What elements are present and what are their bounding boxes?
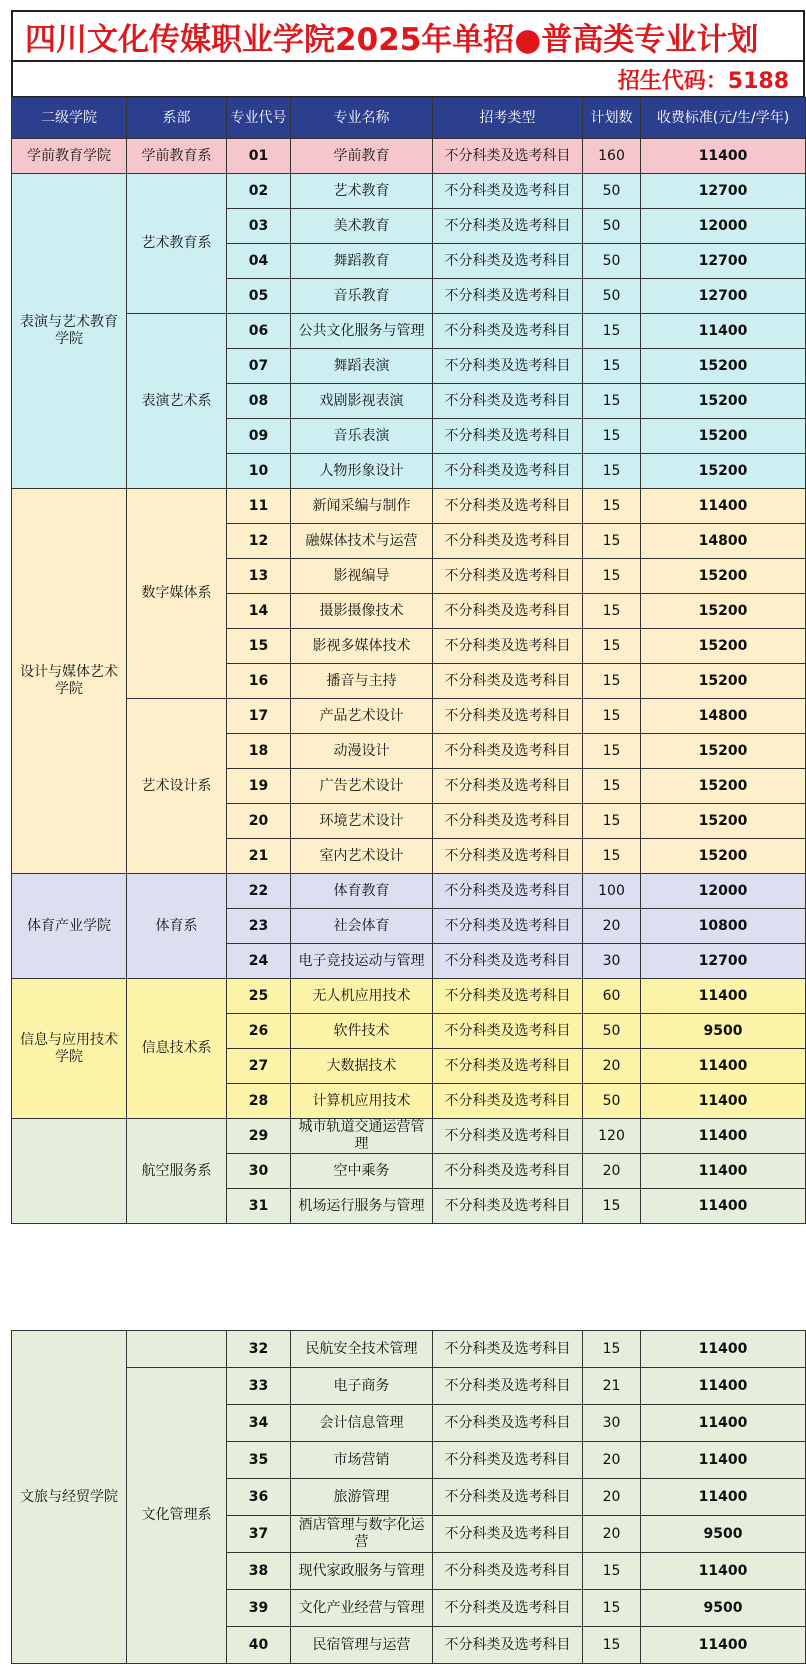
code-cell: 07 <box>227 349 291 384</box>
type-cell: 不分科类及选考科目 <box>433 874 583 909</box>
major-cell: 舞蹈教育 <box>291 244 433 279</box>
type-cell: 不分科类及选考科目 <box>433 839 583 874</box>
page-break-gap <box>0 1299 806 1330</box>
table-row <box>12 489 806 524</box>
major-cell: 融媒体技术与运营 <box>291 524 433 559</box>
plan-cell: 15 <box>583 664 641 699</box>
major-cell: 影视多媒体技术 <box>291 629 433 664</box>
code-cell: 33 <box>227 1368 291 1405</box>
major-cell: 音乐教育 <box>291 279 433 314</box>
plan-cell: 15 <box>583 1627 641 1664</box>
plan-cell: 20 <box>583 1479 641 1516</box>
code-cell: 11 <box>227 489 291 524</box>
type-cell: 不分科类及选考科目 <box>433 419 583 454</box>
major-cell: 播音与主持 <box>291 664 433 699</box>
dept-cell: 艺术教育系 <box>127 174 227 314</box>
fee-cell: 11400 <box>641 1442 806 1479</box>
major-cell: 音乐表演 <box>291 419 433 454</box>
college-cell: 文旅与经贸学院 <box>12 1331 127 1664</box>
code-cell: 39 <box>227 1590 291 1627</box>
plan-cell: 15 <box>583 1590 641 1627</box>
header-plan: 计划数 <box>583 98 641 139</box>
plan-cell: 21 <box>583 1368 641 1405</box>
major-cell: 文化产业经营与管理 <box>291 1590 433 1627</box>
major-cell: 舞蹈表演 <box>291 349 433 384</box>
dept-cell: 表演艺术系 <box>127 314 227 489</box>
dept-cell: 信息技术系 <box>127 979 227 1119</box>
code-cell: 17 <box>227 699 291 734</box>
code-cell: 09 <box>227 419 291 454</box>
table-row <box>12 979 806 1014</box>
code-cell: 13 <box>227 559 291 594</box>
major-cell: 环境艺术设计 <box>291 804 433 839</box>
table-row <box>12 1331 806 1368</box>
page-title <box>11 10 805 62</box>
plan-cell: 50 <box>583 244 641 279</box>
table-header <box>12 98 806 139</box>
code-cell: 30 <box>227 1154 291 1189</box>
code-cell: 38 <box>227 1553 291 1590</box>
fee-cell: 15200 <box>641 594 806 629</box>
type-cell: 不分科类及选考科目 <box>433 279 583 314</box>
major-cell: 摄影摄像技术 <box>291 594 433 629</box>
code-cell: 10 <box>227 454 291 489</box>
code-cell: 14 <box>227 594 291 629</box>
plan-cell: 15 <box>583 384 641 419</box>
type-cell: 不分科类及选考科目 <box>433 1627 583 1664</box>
major-cell: 现代家政服务与管理 <box>291 1553 433 1590</box>
major-cell: 戏剧影视表演 <box>291 384 433 419</box>
code-cell: 32 <box>227 1331 291 1368</box>
code-cell: 25 <box>227 979 291 1014</box>
table-row <box>12 174 806 209</box>
type-cell: 不分科类及选考科目 <box>433 524 583 559</box>
major-cell: 人物形象设计 <box>291 454 433 489</box>
major-cell: 艺术教育 <box>291 174 433 209</box>
type-cell: 不分科类及选考科目 <box>433 454 583 489</box>
code-cell: 27 <box>227 1049 291 1084</box>
major-cell: 公共文化服务与管理 <box>291 314 433 349</box>
type-cell: 不分科类及选考科目 <box>433 174 583 209</box>
fee-cell: 11400 <box>641 979 806 1014</box>
type-cell: 不分科类及选考科目 <box>433 1084 583 1119</box>
type-cell: 不分科类及选考科目 <box>433 1590 583 1627</box>
dept-cell: 文化管理系 <box>127 1368 227 1664</box>
college-cell: 体育产业学院 <box>12 874 127 979</box>
header-type: 招考类型 <box>433 98 583 139</box>
code-cell: 24 <box>227 944 291 979</box>
type-cell: 不分科类及选考科目 <box>433 244 583 279</box>
type-cell: 不分科类及选考科目 <box>433 139 583 174</box>
code-cell: 26 <box>227 1014 291 1049</box>
plan-cell: 15 <box>583 314 641 349</box>
fee-cell: 15200 <box>641 769 806 804</box>
plan-cell: 50 <box>583 279 641 314</box>
fee-cell: 12700 <box>641 174 806 209</box>
plan-cell: 50 <box>583 1014 641 1049</box>
type-cell: 不分科类及选考科目 <box>433 1189 583 1224</box>
code-cell: 04 <box>227 244 291 279</box>
major-cell: 民航安全技术管理 <box>291 1331 433 1368</box>
plan-cell: 15 <box>583 594 641 629</box>
table-row <box>12 874 806 909</box>
title-text: 四川文化传媒职业学院2025年单招●普高类专业计划 <box>25 21 759 58</box>
plan-cell: 15 <box>583 1189 641 1224</box>
header-fee: 收费标准(元/生/学年) <box>641 98 806 139</box>
major-cell: 无人机应用技术 <box>291 979 433 1014</box>
plan-cell: 30 <box>583 1405 641 1442</box>
code-cell: 37 <box>227 1516 291 1553</box>
header-dept: 系部 <box>127 98 227 139</box>
code-cell: 21 <box>227 839 291 874</box>
major-cell: 软件技术 <box>291 1014 433 1049</box>
fee-cell: 11400 <box>641 1553 806 1590</box>
fee-cell: 11400 <box>641 314 806 349</box>
table-row <box>12 139 806 174</box>
code-cell: 01 <box>227 139 291 174</box>
college-cell: 表演与艺术教育学院 <box>12 174 127 489</box>
plan-cell: 15 <box>583 629 641 664</box>
plan-cell: 15 <box>583 489 641 524</box>
type-cell: 不分科类及选考科目 <box>433 1014 583 1049</box>
fee-cell: 15200 <box>641 629 806 664</box>
code-cell: 35 <box>227 1442 291 1479</box>
plan-cell: 20 <box>583 1154 641 1189</box>
enrollment-code <box>11 62 805 98</box>
major-cell: 城市轨道交通运营管理 <box>291 1119 433 1154</box>
code-cell: 05 <box>227 279 291 314</box>
code-cell: 40 <box>227 1627 291 1664</box>
fee-cell: 12000 <box>641 209 806 244</box>
major-cell: 美术教育 <box>291 209 433 244</box>
type-cell: 不分科类及选考科目 <box>433 944 583 979</box>
header-major: 专业名称 <box>291 98 433 139</box>
code-cell: 22 <box>227 874 291 909</box>
plan-cell: 30 <box>583 944 641 979</box>
code-cell: 19 <box>227 769 291 804</box>
plan-cell: 15 <box>583 839 641 874</box>
fee-cell: 11400 <box>641 1627 806 1664</box>
plan-cell: 15 <box>583 769 641 804</box>
fee-cell: 14800 <box>641 524 806 559</box>
code-cell: 36 <box>227 1479 291 1516</box>
major-cell: 大数据技术 <box>291 1049 433 1084</box>
fee-cell: 15200 <box>641 804 806 839</box>
table-row <box>12 1368 806 1405</box>
major-cell: 动漫设计 <box>291 734 433 769</box>
plan-cell: 60 <box>583 979 641 1014</box>
type-cell: 不分科类及选考科目 <box>433 1119 583 1154</box>
type-cell: 不分科类及选考科目 <box>433 559 583 594</box>
type-cell: 不分科类及选考科目 <box>433 1368 583 1405</box>
fee-cell: 15200 <box>641 734 806 769</box>
dept-cell: 学前教育系 <box>127 139 227 174</box>
fee-cell: 11400 <box>641 139 806 174</box>
plan-cell: 15 <box>583 454 641 489</box>
type-cell: 不分科类及选考科目 <box>433 209 583 244</box>
table-row <box>12 314 806 349</box>
major-cell: 新闻采编与制作 <box>291 489 433 524</box>
table-row <box>12 1119 806 1154</box>
major-cell: 计算机应用技术 <box>291 1084 433 1119</box>
plan-cell: 15 <box>583 524 641 559</box>
fee-cell: 12700 <box>641 944 806 979</box>
fee-cell: 9500 <box>641 1014 806 1049</box>
type-cell: 不分科类及选考科目 <box>433 804 583 839</box>
fee-cell: 11400 <box>641 1331 806 1368</box>
type-cell: 不分科类及选考科目 <box>433 594 583 629</box>
plan-cell: 15 <box>583 349 641 384</box>
plan-cell: 120 <box>583 1119 641 1154</box>
fee-cell: 12700 <box>641 279 806 314</box>
plan-cell: 50 <box>583 174 641 209</box>
plan-cell: 50 <box>583 1084 641 1119</box>
type-cell: 不分科类及选考科目 <box>433 1442 583 1479</box>
enrollment-code-text: 招生代码：5188 <box>617 68 789 94</box>
major-cell: 酒店管理与数字化运营 <box>291 1516 433 1553</box>
plan-cell: 15 <box>583 559 641 594</box>
fee-cell: 11400 <box>641 1479 806 1516</box>
fee-cell: 15200 <box>641 664 806 699</box>
fee-cell: 11400 <box>641 1049 806 1084</box>
dept-cell: 体育系 <box>127 874 227 979</box>
fee-cell: 11400 <box>641 489 806 524</box>
type-cell: 不分科类及选考科目 <box>433 1331 583 1368</box>
plan-cell: 20 <box>583 1516 641 1553</box>
code-cell: 15 <box>227 629 291 664</box>
dept-cell-continued <box>127 1331 227 1368</box>
fee-cell: 10800 <box>641 909 806 944</box>
fee-cell: 9500 <box>641 1516 806 1553</box>
type-cell: 不分科类及选考科目 <box>433 384 583 419</box>
fee-cell: 15200 <box>641 419 806 454</box>
type-cell: 不分科类及选考科目 <box>433 1553 583 1590</box>
type-cell: 不分科类及选考科目 <box>433 909 583 944</box>
major-cell: 影视编导 <box>291 559 433 594</box>
fee-cell: 9500 <box>641 1590 806 1627</box>
type-cell: 不分科类及选考科目 <box>433 699 583 734</box>
dept-cell: 数字媒体系 <box>127 489 227 699</box>
type-cell: 不分科类及选考科目 <box>433 349 583 384</box>
type-cell: 不分科类及选考科目 <box>433 1049 583 1084</box>
plan-cell: 15 <box>583 699 641 734</box>
major-cell: 室内艺术设计 <box>291 839 433 874</box>
college-cell: 设计与媒体艺术学院 <box>12 489 127 874</box>
type-cell: 不分科类及选考科目 <box>433 629 583 664</box>
fee-cell: 11400 <box>641 1154 806 1189</box>
major-cell: 广告艺术设计 <box>291 769 433 804</box>
plan-cell: 15 <box>583 1331 641 1368</box>
plan-table-part1 <box>11 97 806 1224</box>
type-cell: 不分科类及选考科目 <box>433 664 583 699</box>
dept-cell: 艺术设计系 <box>127 699 227 874</box>
major-cell: 社会体育 <box>291 909 433 944</box>
code-cell: 23 <box>227 909 291 944</box>
table-row <box>12 699 806 734</box>
fee-cell: 11400 <box>641 1119 806 1154</box>
code-cell: 34 <box>227 1405 291 1442</box>
plan-cell: 15 <box>583 734 641 769</box>
major-cell: 空中乘务 <box>291 1154 433 1189</box>
plan-cell: 100 <box>583 874 641 909</box>
type-cell: 不分科类及选考科目 <box>433 1154 583 1189</box>
code-cell: 03 <box>227 209 291 244</box>
code-cell: 29 <box>227 1119 291 1154</box>
code-cell: 08 <box>227 384 291 419</box>
fee-cell: 14800 <box>641 699 806 734</box>
code-cell: 02 <box>227 174 291 209</box>
plan-cell: 160 <box>583 139 641 174</box>
code-cell: 20 <box>227 804 291 839</box>
type-cell: 不分科类及选考科目 <box>433 734 583 769</box>
type-cell: 不分科类及选考科目 <box>433 1479 583 1516</box>
college-cell-continued <box>12 1119 127 1224</box>
fee-cell: 15200 <box>641 349 806 384</box>
type-cell: 不分科类及选考科目 <box>433 1516 583 1553</box>
header-code: 专业代号 <box>227 98 291 139</box>
fee-cell: 15200 <box>641 839 806 874</box>
type-cell: 不分科类及选考科目 <box>433 979 583 1014</box>
type-cell: 不分科类及选考科目 <box>433 1405 583 1442</box>
fee-cell: 15200 <box>641 559 806 594</box>
major-cell: 会计信息管理 <box>291 1405 433 1442</box>
plan-table-part2 <box>11 1330 806 1664</box>
college-cell: 学前教育学院 <box>12 139 127 174</box>
dept-cell: 航空服务系 <box>127 1119 227 1224</box>
plan-cell: 20 <box>583 1442 641 1479</box>
fee-cell: 12000 <box>641 874 806 909</box>
header-college: 二级学院 <box>12 98 127 139</box>
type-cell: 不分科类及选考科目 <box>433 489 583 524</box>
major-cell: 电子竞技运动与管理 <box>291 944 433 979</box>
fee-cell: 11400 <box>641 1368 806 1405</box>
major-cell: 市场营销 <box>291 1442 433 1479</box>
major-cell: 民宿管理与运营 <box>291 1627 433 1664</box>
plan-cell: 20 <box>583 909 641 944</box>
major-cell: 旅游管理 <box>291 1479 433 1516</box>
type-cell: 不分科类及选考科目 <box>433 314 583 349</box>
major-cell: 产品艺术设计 <box>291 699 433 734</box>
plan-cell: 15 <box>583 419 641 454</box>
fee-cell: 12700 <box>641 244 806 279</box>
fee-cell: 15200 <box>641 454 806 489</box>
major-cell: 机场运行服务与管理 <box>291 1189 433 1224</box>
fee-cell: 15200 <box>641 384 806 419</box>
fee-cell: 11400 <box>641 1084 806 1119</box>
plan-cell: 15 <box>583 1553 641 1590</box>
code-cell: 12 <box>227 524 291 559</box>
code-cell: 06 <box>227 314 291 349</box>
plan-cell: 15 <box>583 804 641 839</box>
code-cell: 28 <box>227 1084 291 1119</box>
fee-cell: 11400 <box>641 1405 806 1442</box>
code-cell: 31 <box>227 1189 291 1224</box>
code-cell: 18 <box>227 734 291 769</box>
college-cell: 信息与应用技术学院 <box>12 979 127 1119</box>
major-cell: 电子商务 <box>291 1368 433 1405</box>
major-cell: 体育教育 <box>291 874 433 909</box>
code-cell: 16 <box>227 664 291 699</box>
type-cell: 不分科类及选考科目 <box>433 769 583 804</box>
fee-cell: 11400 <box>641 1189 806 1224</box>
major-cell: 学前教育 <box>291 139 433 174</box>
plan-cell: 50 <box>583 209 641 244</box>
plan-cell: 20 <box>583 1049 641 1084</box>
